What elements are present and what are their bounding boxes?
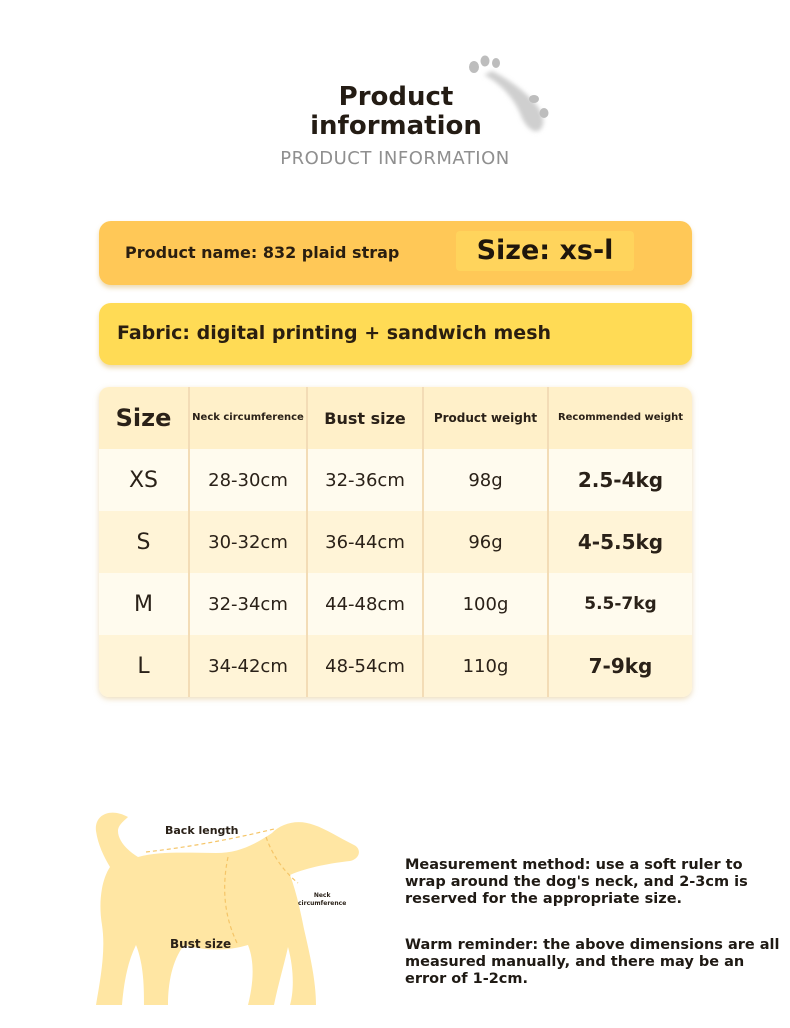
table-header-size: Size <box>99 387 190 449</box>
table-cell-weight: 110g <box>424 635 549 697</box>
table-cell-neck: 32-34cm <box>190 573 308 635</box>
neck-label-line-2: circumference <box>298 900 347 907</box>
fabric-banner <box>99 303 692 365</box>
table-cell-bust: 36-44cm <box>308 511 424 573</box>
table-cell-size: M <box>99 573 190 635</box>
product-name-banner <box>99 221 692 285</box>
table-cell-recommended: 2.5-4kg <box>549 449 692 511</box>
page-subtitle: PRODUCT INFORMATION <box>280 148 510 169</box>
table-cell-neck: 28-30cm <box>190 449 308 511</box>
table-cell-bust: 44-48cm <box>308 573 424 635</box>
back-length-label: Back length <box>165 824 239 837</box>
table-cell-weight: 98g <box>424 449 549 511</box>
size-table <box>99 387 692 697</box>
table-header-product-weight: Product weight <box>424 387 549 449</box>
title-line-1: Product <box>338 82 454 112</box>
table-cell-bust: 48-54cm <box>308 635 424 697</box>
paw-print-icon <box>462 55 552 140</box>
size-range-text: Size: xs-l <box>456 231 634 271</box>
title-line-2: information <box>310 111 482 141</box>
table-header-neck: Neck circumference <box>190 387 308 449</box>
table-cell-recommended: 7-9kg <box>549 635 692 697</box>
table-cell-size: XS <box>99 449 190 511</box>
table-cell-weight: 96g <box>424 511 549 573</box>
neck-circumference-label <box>298 892 346 908</box>
product-name-text: Product name: 832 plaid strap <box>125 243 400 262</box>
bust-size-label: Bust size <box>170 937 232 951</box>
table-cell-neck: 34-42cm <box>190 635 308 697</box>
table-cell-recommended: 4-5.5kg <box>549 511 692 573</box>
table-cell-bust: 32-36cm <box>308 449 424 511</box>
table-header-bust: Bust size <box>308 387 424 449</box>
table-cell-size: L <box>99 635 190 697</box>
table-cell-weight: 100g <box>424 573 549 635</box>
table-cell-size: S <box>99 511 190 573</box>
table-cell-recommended: 5.5-7kg <box>549 573 692 635</box>
warm-reminder-note: Warm reminder: the above dimensions are all measured manually, and there may be an error of 1-2cm. <box>405 937 780 987</box>
fabric-text: Fabric: digital printing + sandwich mesh <box>117 322 552 344</box>
table-cell-neck: 30-32cm <box>190 511 308 573</box>
measurement-method-note: Measurement method: use a soft ruler to wrap around the dog's neck, and 2-3cm is reserved for the appropriate size. <box>405 857 748 907</box>
neck-label-line-1: Neck <box>313 892 331 899</box>
table-header-recommended-weight: Recommended weight <box>549 387 692 449</box>
